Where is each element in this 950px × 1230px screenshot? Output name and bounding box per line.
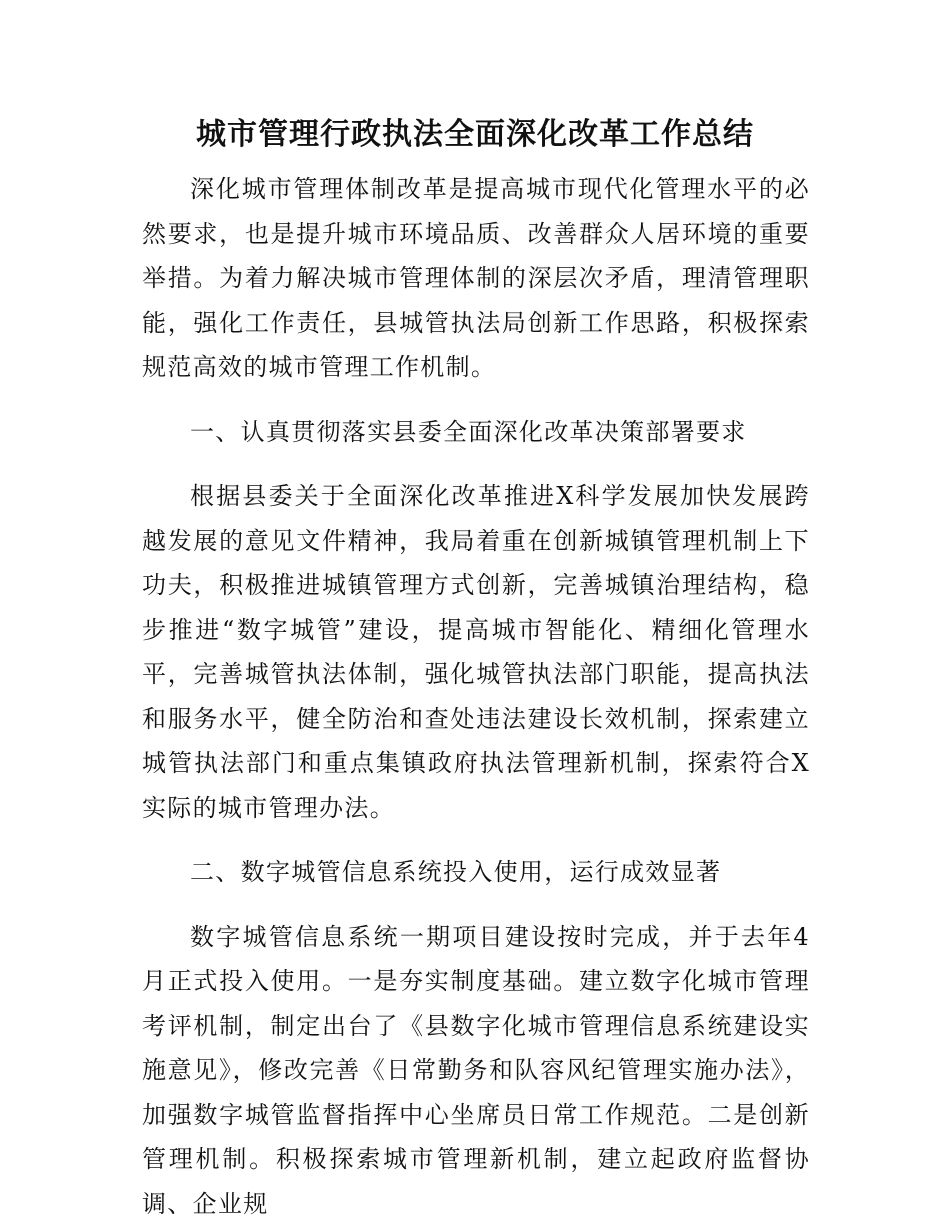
document-body: [142, 167, 810, 1226]
paragraph-intro: 深化城市管理体制改革是提高城市现代化管理水平的必然要求，也是提升城市环境品质、改善群众人居环境的重要举措。为着力解决城市管理体制的深层次矛盾，理清管理职能，强化工作责任，县城管执法局创新工作思路，积极探索规范高效的城市管理工作机制。: [142, 175, 810, 381]
document-title: 城市管理行政执法全面深化改革工作总结: [196, 117, 754, 152]
section-heading-2: 二、数字城管信息系统投入使用，运行成效显著: [190, 858, 722, 886]
section-heading-1: 一、认真贯彻落实县委全面深化改革决策部署要求: [190, 417, 747, 446]
paragraph-section-1: 根据县委关于全面深化改革推进X科学发展加快发展跨越发展的意见文件精神，我局着重在创新城镇管理机制上下功夫，积极推进城镇管理方式创新，完善城镇治理结构，稳步推进“数字城管”建设，提高城市智能化、精细化管理水平，完善城管执法体制，强化城管执法部门职能，提高执法和服务水平，健全防治和查处违法建设长效机制，探索建立城管执法部门和重点集镇政府执法管理新机制，探索符合X实际的城市管理办法。: [142, 482, 810, 822]
paragraph-section-2: 数字城管信息系统一期项目建设按时完成，并于去年4月正式投入使用。一是夯实制度基础。建立数字化城市管理考评机制，制定出台了《县数字化城市管理信息系统建设实施意见》，修改完善《日常勤务和队容风纪管理实施办法》，加强数字城管监督指挥中心坐席员日常工作规范。二是创新管理机制。积极探索城市管理新机制，建立起政府监督协调、企业规: [142, 922, 810, 1218]
